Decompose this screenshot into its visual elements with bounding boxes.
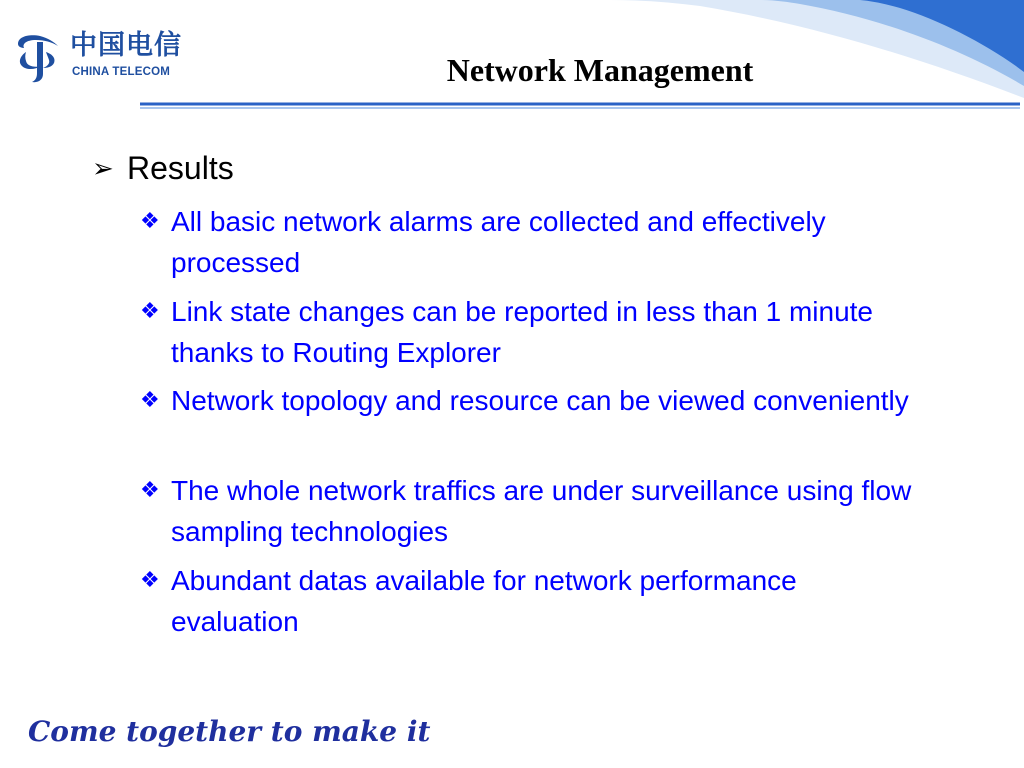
logo-english-name: CHINA TELECOM — [72, 66, 171, 78]
bullet-text: The whole network traffics are under surveillance using flow sampling technologies — [171, 475, 912, 547]
bullet-item-topology — [140, 380, 940, 421]
slide-title: Network Management — [446, 52, 754, 88]
bullet-text: Abundant datas available for network performance evaluation — [171, 565, 797, 637]
bullet-item-alarms — [140, 201, 940, 283]
section-heading-text: Results — [127, 150, 234, 186]
bullet-item-performance — [140, 560, 940, 642]
bullet-text: Network topology and resource can be viewed conveniently — [171, 385, 909, 416]
diamond-bullet-icon: ❖ — [140, 299, 160, 324]
bullet-item-traffic — [140, 470, 940, 552]
bullet-text: Link state changes can be reported in less than 1 minute thanks to Routing Explorer — [171, 296, 873, 368]
bullet-text: All basic network alarms are collected and effectively processed — [171, 206, 826, 278]
arrow-bullet-icon: ➢ — [92, 153, 114, 183]
footer-tagline: Come together to make it — [28, 715, 431, 748]
diamond-bullet-icon: ❖ — [140, 209, 160, 234]
diamond-bullet-icon: ❖ — [140, 388, 160, 413]
bullet-item-link-state — [140, 291, 940, 373]
logo-chinese-name: 中国电信 — [70, 30, 182, 61]
diamond-bullet-icon: ❖ — [140, 478, 160, 503]
diamond-bullet-icon: ❖ — [140, 568, 160, 593]
